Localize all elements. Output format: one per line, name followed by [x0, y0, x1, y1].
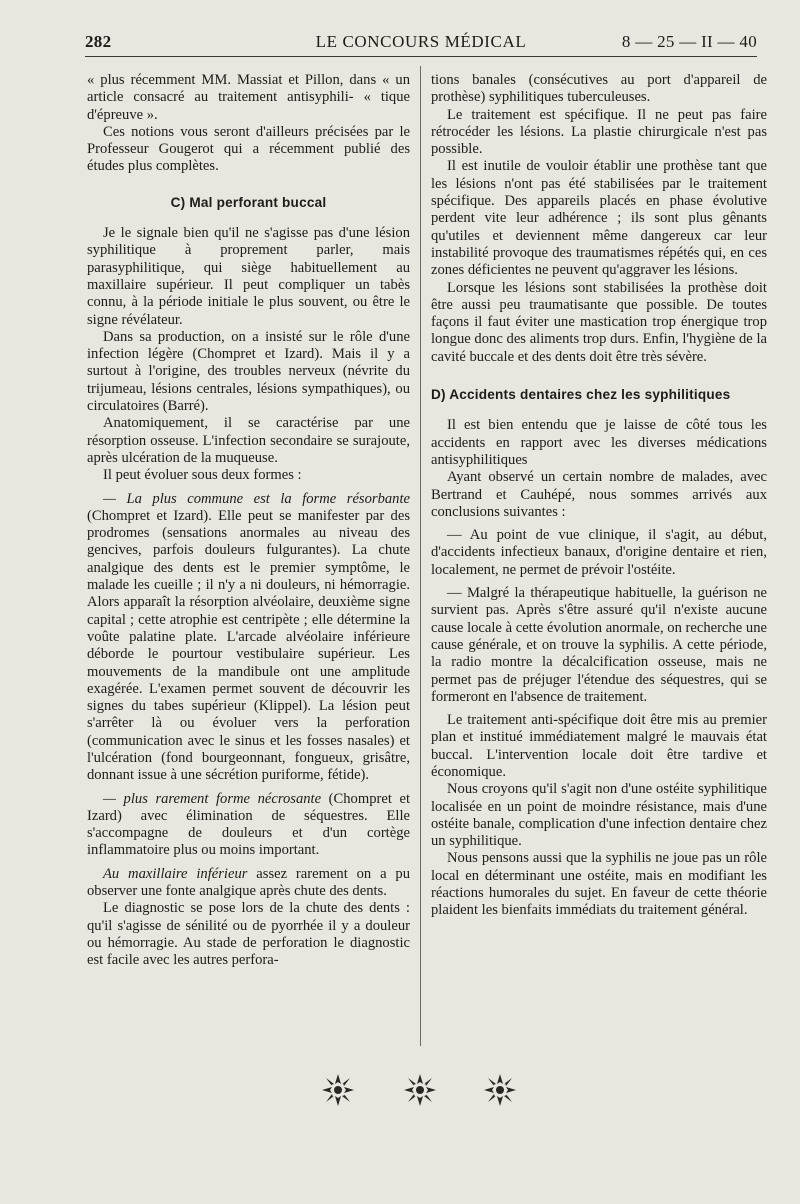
- paragraph: — Au point de vue clinique, il s'agit, au début, d'accidents infectieux banaux, d'origine dentaire et rien, localement, ne permet de prévoir l'ostéite.: [431, 527, 767, 578]
- paragraph: Anatomiquement, il se caractérise par une résorption osseuse. L'infection secondaire se surajoute, après ulcération de la muqueuse.: [87, 415, 410, 466]
- fleuron-icon: [402, 1072, 438, 1108]
- paragraph: Il est inutile de vouloir établir une prothèse tant que les lésions n'ont pas été stabilisées par le traitement spécifique. Des appareils placés en phase évolutive perdent vite leur adhérence ; ils sont plus gênants qu'utiles et deviennent même dangereux car leur instabilité provoque des traumatismes répétés qui, en ces zones déficientes ne peuvent qu'aggraver les lésions.: [431, 158, 767, 279]
- paragraph: Il est bien entendu que je laisse de côté tous les accidents en rapport avec les diverses médications antisyphilitiques: [431, 417, 767, 468]
- emphasis: — La plus commune est la forme résorbante: [103, 490, 410, 507]
- paragraph: [87, 791, 410, 860]
- paragraph: Le traitement anti-spécifique doit être mis au premier plan et institué immédiatement malgré le mauvais état buccal. L'intervention locale doit être tardive et économique.: [431, 712, 767, 780]
- paragraph: [87, 866, 410, 901]
- paragraph: Nous croyons qu'il s'agit non d'une ostéite syphilitique localisée en un point de moindre résistance, mais d'une ostéite banale, complication d'une infection dentaire chez un syphilitique.: [431, 781, 767, 850]
- emphasis: — plus rarement forme nécrosante: [103, 790, 322, 807]
- section-heading-c: C) Mal perforant buccal: [170, 194, 327, 210]
- paragraph: Nous pensons aussi que la syphilis ne joue pas un rôle local en déterminant une ostéite, mais en modifiant les réactions humorales du sujet. En faveur de cette théorie plaident les bienfaits immédiats du traitement général.: [431, 850, 767, 919]
- fleuron-icon: [482, 1072, 518, 1108]
- paragraph-text: (Chompret et Izard). Elle peut se manifester par des prodromes (sensations anormales au niveau des gencives, parfois douleurs fulgurantes). La chute analgique des dents est le premier symptôme, le malade les cueille ; il n'y a ni douleurs, ni hémorragie. Alors apparaît la résorption alvéolaire, deuxième signe capital ; cette atrophie est centripète ; elle détermine la voûte palatine plate. L'arcade alvéolaire inférieure déborde le pourtour vestibulaire supérieur. Les mouvements de la mandibule ont une amplitude exagérée. L'examen permet souvent de découvrir les signes du tabes supérieur (Klippel). La lésion peut s'arrêter là ou évoluer vers la perforation (communication avec le sinus et les fosses nasales) et l'ulcération (fond bourgeonnant, fongueux, grisâtre, donnant issue à une sécrétion puriforme, fétide).: [87, 507, 410, 784]
- paragraph: Dans sa production, on a insisté sur le rôle d'une infection légère (Chompret et Izard). Mais il y a surtout à l'origine, des troubles nerveux (névrite du trijumeau, lésions centrales, lésions sympathiques), ou circulatoires (Barré).: [87, 328, 410, 415]
- paragraph-text: (Chompret et Izard) avec élimination de séquestres. Elle s'accompagne de douleurs et d'un cortège inflammatoire plus ou moins important.: [87, 790, 410, 859]
- paragraph: Le traitement est spécifique. Il ne peut pas faire rétrocéder les lésions. La plastie chirurgicale n'est pas possible.: [431, 106, 767, 158]
- page-number: 282: [85, 32, 112, 51]
- issue-date: 8 — 25 — II — 40: [621, 32, 757, 51]
- section-heading-d: D) Accidents dentaires chez les syphilitiques: [431, 387, 731, 403]
- fleuron-icon: [320, 1072, 356, 1108]
- paragraph: Lorsque les lésions sont stabilisées la prothèse doit être aussi peu traumatisante que possible. De toutes façons il faut éviter une mastication trop énergique trop longue donc des aliments trop durs. Enfin, l'hygiène de la cavité buccale et des dents doit être très sévère.: [431, 279, 767, 365]
- paragraph: [87, 491, 410, 785]
- paragraph-text: assez rarement on a pu observer une fonte analgique après chute des dents.: [87, 865, 410, 900]
- fleuron-row: [320, 1072, 520, 1108]
- right-column: [431, 72, 767, 920]
- paragraph: Ces notions vous seront d'ailleurs précisées par le Professeur Gougerot qui a récemment publié des études plus complètes.: [87, 123, 410, 175]
- paragraph: « plus récemment MM. Massiat et Pillon, dans « un article consacré au traitement antisyphili- « tique d'épreuve ».: [87, 72, 410, 123]
- paragraph: Il peut évoluer sous deux formes :: [103, 467, 302, 484]
- paragraph: tions banales (consécutives au port d'appareil de prothèse) syphilitiques tuberculeuses.: [431, 72, 767, 106]
- left-column: [87, 72, 410, 970]
- paragraph: Ayant observé un certain nombre de malades, avec Bertrand et Cauhépé, nous sommes arrivés aux conclusions suivantes :: [431, 469, 767, 520]
- emphasis: Au maxillaire inférieur: [103, 865, 248, 882]
- journal-title: LE CONCOURS MÉDICAL: [315, 32, 527, 51]
- column-divider: [420, 66, 421, 1046]
- paragraph: — Malgré la thérapeutique habituelle, la guérison ne survient pas. Après s'être assuré qu'il n'existe aucune cause locale à cette évolution anormale, on recherche une cause générale, et on trouve la syphilis. A cette période, la radio montre la décalcification osseuse, mais ne permet pas de préjuger l'étendue des séquestres, qui se formeront en l'absence de traitement.: [431, 585, 767, 705]
- paragraph: Le diagnostic se pose lors de la chute des dents : qu'il s'agisse de sénilité ou de pyorrhée il y a douleur ou hémorragie. Au stade de perforation le diagnostic est facile avec les autres perfora-: [87, 900, 410, 969]
- page-header: [85, 30, 757, 57]
- paragraph: Je le signale bien qu'il ne s'agisse pas d'une lésion syphilitique à proprement parler, mais parasyphilitique, qui siège habituellement au maxillaire supérieur. Il peut compliquer un tabès connu, à la période initiale le plus souvent, ou être le signe révélateur.: [87, 225, 410, 328]
